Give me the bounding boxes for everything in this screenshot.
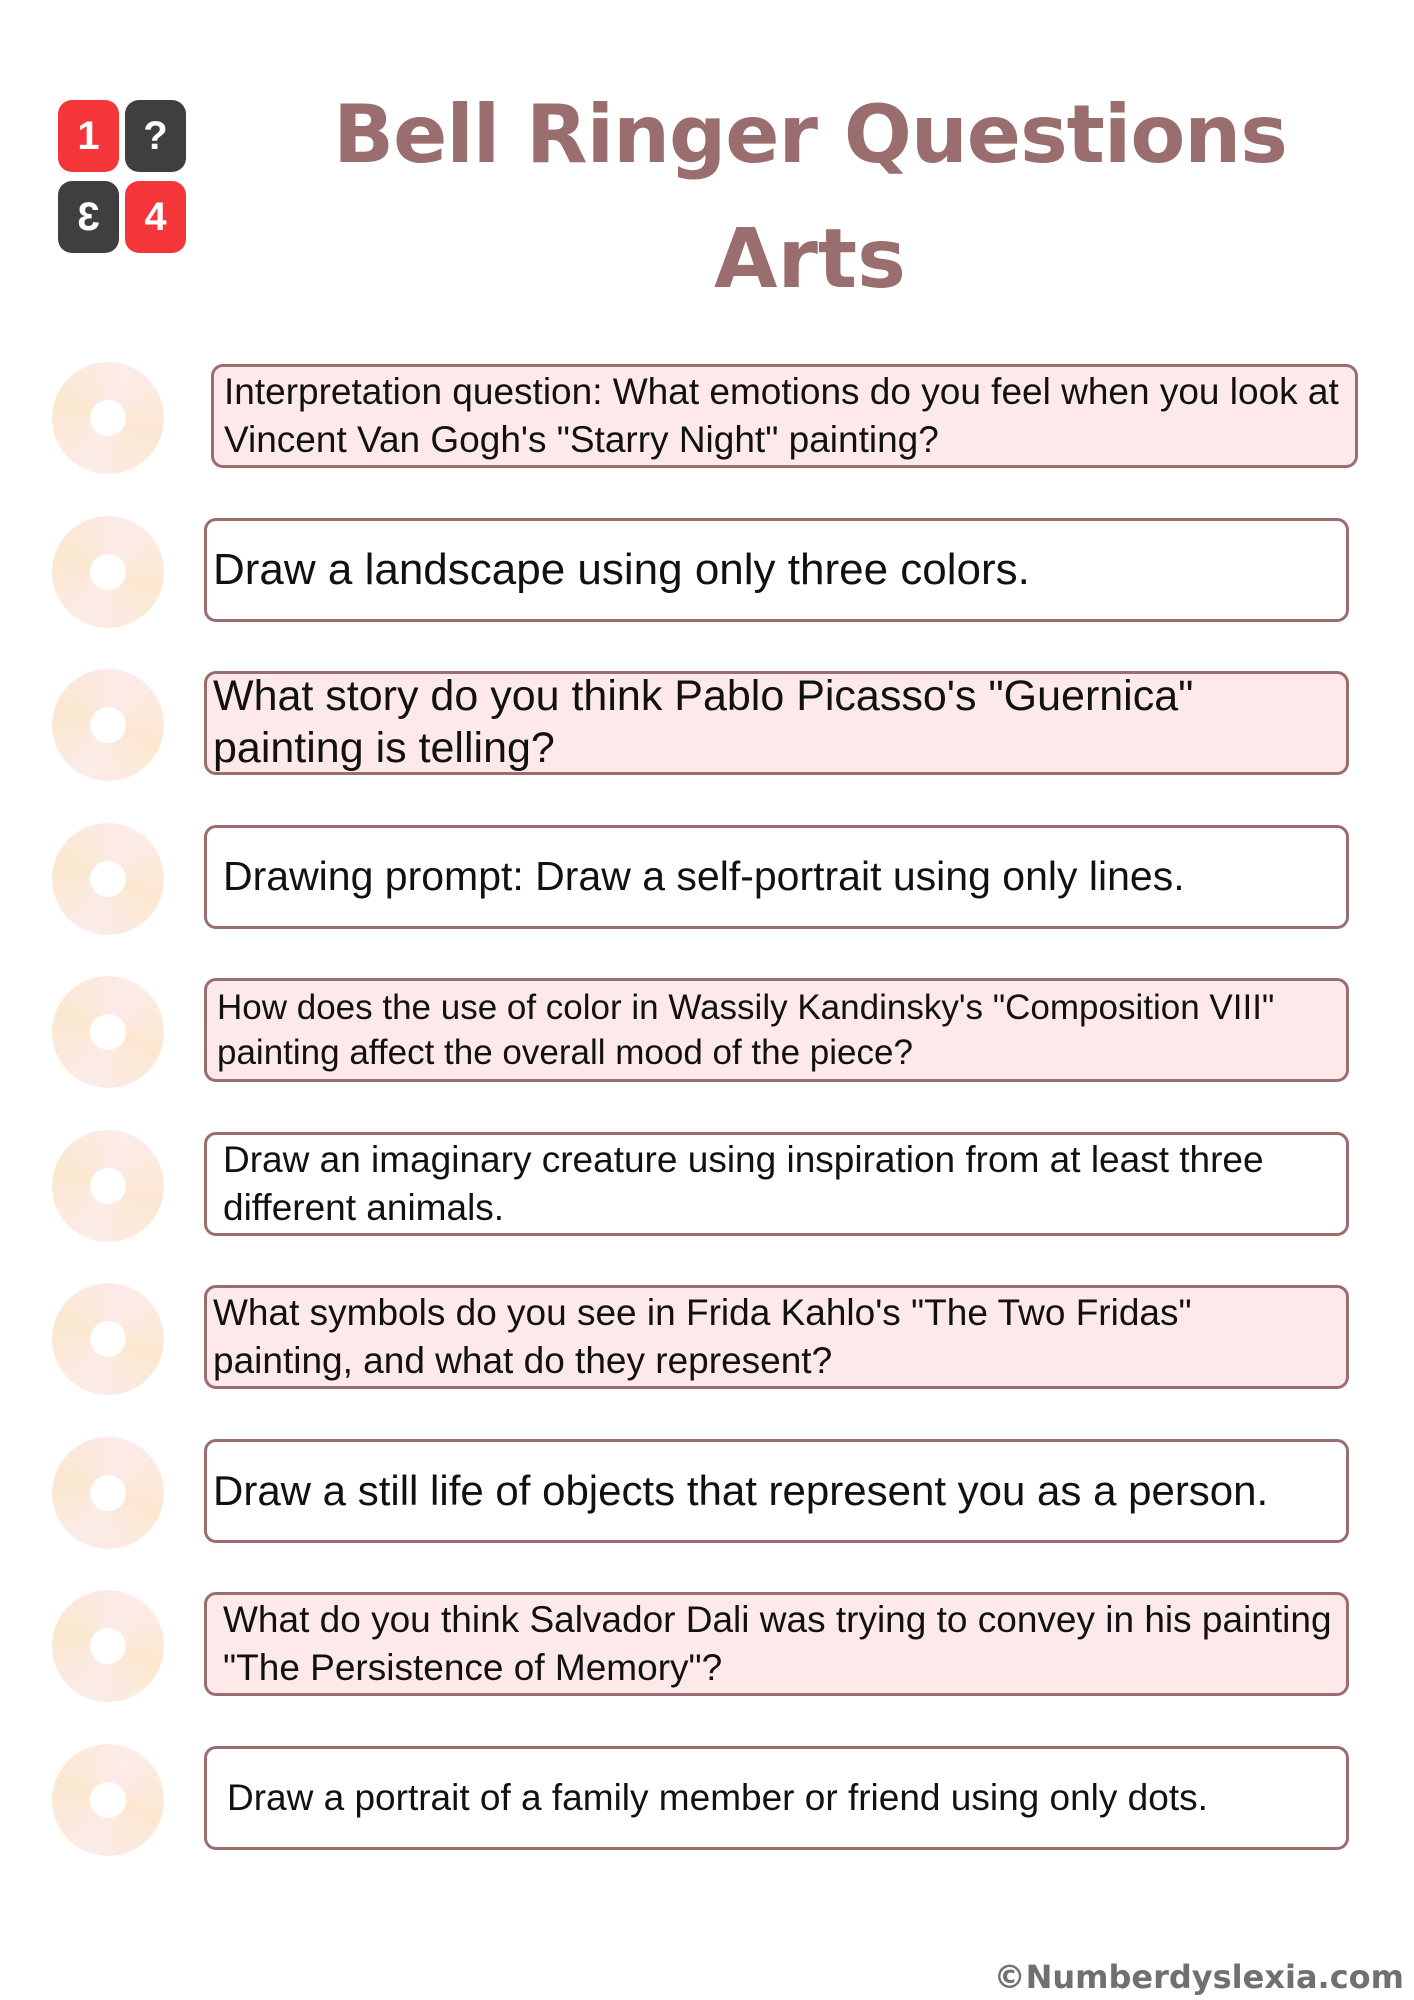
question-box: Draw a still life of objects that represent you as a person.	[204, 1439, 1349, 1543]
question-item	[0, 1746, 1414, 1856]
question-box: How does the use of color in Wassily Kandinsky's "Composition VIII" painting affect the overall mood of the piece?	[204, 978, 1349, 1082]
question-box: Draw a landscape using only three colors.	[204, 518, 1349, 622]
question-item	[0, 1592, 1414, 1702]
question-box: Draw a portrait of a family member or friend using only dots.	[204, 1746, 1349, 1850]
logo-tile-question: ?	[125, 100, 186, 172]
question-box: Interpretation question: What emotions do you feel when you look at Vincent Van Gogh's "Starry Night" painting?	[211, 364, 1358, 468]
ring-icon	[52, 1283, 164, 1395]
question-box: What symbols do you see in Frida Kahlo's "The Two Fridas" painting, and what do they represent?	[204, 1285, 1349, 1389]
question-box: Draw an imaginary creature using inspiration from at least three different animals.	[204, 1132, 1349, 1236]
ring-icon	[52, 516, 164, 628]
question-item	[0, 1439, 1414, 1549]
ring-icon	[52, 976, 164, 1088]
question-item	[0, 518, 1414, 628]
ring-icon	[52, 1130, 164, 1242]
copyright-footer: ©Numberdyslexia.com	[993, 1958, 1404, 1996]
question-box: What do you think Salvador Dali was trying to convey in his painting "The Persistence of Memory"?	[204, 1592, 1349, 1696]
question-item	[0, 671, 1414, 781]
logo-tile-1: 1	[58, 100, 119, 172]
ring-icon	[52, 1437, 164, 1549]
ring-icon	[52, 669, 164, 781]
logo-tile-4: 4	[125, 181, 186, 253]
question-box: Drawing prompt: Draw a self-portrait using only lines.	[204, 825, 1349, 929]
ring-icon	[52, 362, 164, 474]
question-item	[0, 825, 1414, 935]
page-title: Bell Ringer Questions	[333, 88, 1287, 181]
question-box: What story do you think Pablo Picasso's "Guernica" painting is telling?	[204, 671, 1349, 775]
question-item	[0, 1285, 1414, 1395]
logo	[58, 100, 188, 253]
ring-icon	[52, 823, 164, 935]
ring-icon	[52, 1744, 164, 1856]
ring-icon	[52, 1590, 164, 1702]
page-subtitle: Arts	[714, 212, 906, 307]
question-item	[0, 1132, 1414, 1242]
question-item	[0, 978, 1414, 1088]
question-item	[0, 364, 1414, 474]
logo-tile-3: 3	[58, 181, 119, 253]
